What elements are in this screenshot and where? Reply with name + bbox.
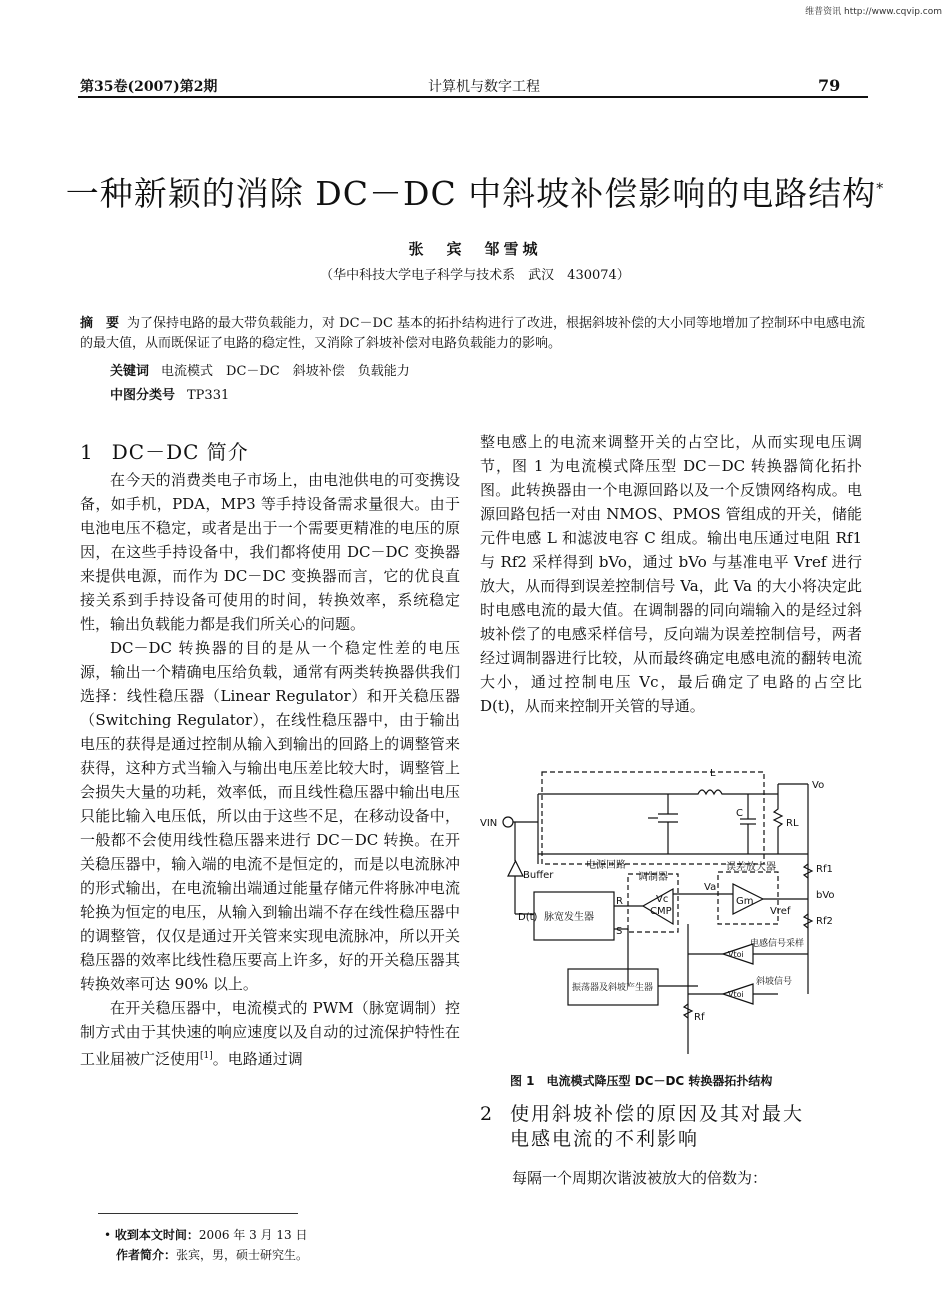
capacitor-label: C	[736, 808, 743, 819]
s-label: S	[616, 926, 623, 937]
inductor-sample-label: 电感信号采样	[750, 939, 805, 949]
osc-label: 振荡器及斜坡产生器	[572, 983, 654, 993]
journal-name: 计算机与数字工程	[428, 79, 540, 95]
paragraph: 在开关稳压器中，电流模式的 PWM（脉宽调制）控制方式由于其快速的响应速度以及自动的过流保护特性在工业届被广泛使用[1]。电路通过调	[80, 999, 460, 1068]
footnote-received: • 收到本文时间：2006 年 3 月 13 日	[104, 1228, 308, 1242]
vo-label: Vo	[812, 780, 825, 791]
keywords: 关键词 电流模式 DC－DC 斜坡补偿 负载能力	[110, 364, 410, 379]
paper-title: 一种新颖的消除 DC－DC 中斜坡补偿影响的电路结构*	[65, 174, 885, 213]
rl-label: RL	[786, 818, 799, 829]
paragraph: 整电感上的电流来调整开关的占空比，从而实现电压调节，图 1 为电流模式降压型 DC－DC 转换器简化拓扑图。此转换器由一个电源回路以及一个反馈网络构成。电源回路包括一对由 NMOS、PMOS 管组成的开关，储能元件电感 L 和滤波电容 C 组成。输出电压通过电阻 Rf1 与 Rf2 采样得到 bVo，通过 bVo 与基准电平 Vref 进行放大，从而得到误差控制信号 Va，此 Va 的大小将决定此时电感电流的最大值。在调制器的同向端输入的是经过斜坡补偿了的电感采样信号，反向端为误差控制信号，两者经过调制器进行比较，从而最终确定电感电流的翻转电流大小，通过控制电压 Vc，最后确定了电路的占空比 D(t)，从而来控制开关管的导通。	[480, 433, 862, 715]
vtoi-label: Vtoi	[728, 950, 744, 959]
rf2-label: Rf2	[816, 916, 833, 927]
journal-issue: 第35卷(2007)第2期	[80, 79, 218, 95]
page-number: 79	[818, 76, 841, 95]
vref-label: Vref	[770, 906, 791, 917]
footnote-author: 作者简介：张宾，男，硕士研究生。	[116, 1248, 309, 1262]
paragraph: 在今天的消费类电子市场上，由电池供电的可变携设备，如手机，PDA，MP3 等手持设备需求量很大。由于电池电压不稳定，或者是出于一个需要更精准的电压的原因，在这些手持设备中，我们都将使用 DC－DC 变换器来提供电源，而作为 DC－DC 变换器而言，它的优良直接关系到手持设备可使用的时间，转换效率，系统稳定性，输出负载能力都是我们所关心的问题。	[80, 471, 460, 633]
section-1-heading: 1 DC－DC 简介	[80, 440, 249, 464]
buffer-label: Buffer	[523, 870, 554, 881]
vc-label: Vc	[656, 894, 669, 905]
authors: 张 宾 邹雪城	[408, 240, 542, 258]
rf-label: Rf	[694, 1012, 705, 1023]
modulator-label: 调制器	[638, 872, 668, 883]
rf1-label: Rf1	[816, 864, 833, 875]
abstract-text: 为了保持电路的最大带负载能力，对 DC－DC 基本的拓扑结构进行了改进，根据斜坡补偿的大小同等地增加了控制环中电感电流的最大值，从而既保证了电路的稳定性，又消除了斜坡补偿对电路负载能力的影响。	[80, 316, 866, 351]
affiliation: （华中科技大学电子科学与技术系 武汉 430074）	[320, 268, 630, 283]
abstract-label: 摘 要	[80, 316, 120, 331]
section-2-heading: 2 使用斜坡补偿的原因及其对最大 电感电流的不利影响	[480, 1103, 805, 1150]
dt-label: D(t)	[518, 912, 538, 923]
left-column	[80, 468, 460, 1071]
vin-terminal	[503, 817, 513, 827]
abstract	[80, 314, 870, 354]
citation: [1]	[200, 1051, 213, 1061]
paragraph: DC－DC 转换器的目的是从一个稳定性差的电压源，输出一个精确电压给负载，通常有两类转换器供我们选择：线性稳压器（Linear Regulator）和开关稳压器（Switching Regulator），在线性稳压器中，由于输出电压的获得是通过控制从输入到输出的回路上的调整管来获得，这种方式当输入与输出电压差比较大时，调整管上会损失大量的功耗，效率低，而且线性稳压器中输出电压只能比输入电压低，所以由于这些不足，在移动设备中，一般都不会使用线性稳压器来进行 DC－DC 转换。在开关稳压器中，输入端的电流不是恒定的，而是以电流脉冲的形式输出，在电流输出端通过能量存储元件将脉冲电流轮换为恒定的电压，从输入到输出端不存在线性稳压器中的调整管，仅仅是通过开关管来实现电流脉冲，所以开关稳压器的效率比线性稳压要高上许多，好的开关稳压器其转换效率可达 90% 以上。	[80, 639, 460, 993]
footnote-rule	[98, 1213, 298, 1214]
paragraph: 每隔一个周期次谐波被放大的倍数为：	[512, 1169, 768, 1187]
vin-label: VIN	[480, 818, 498, 829]
va-label: Va	[704, 882, 717, 893]
inductor-label: L	[710, 768, 716, 779]
ramp-label: 斜坡信号	[756, 977, 793, 987]
power-loop-label: 电源回路	[586, 860, 626, 871]
vtoi-label: Vtoi	[728, 990, 744, 999]
inductor	[668, 790, 778, 794]
header-rule	[78, 96, 868, 98]
error-amp-label: 误差放大器	[726, 862, 776, 873]
cmp-label: CMP	[650, 906, 672, 917]
buffer	[508, 861, 523, 876]
right-column	[480, 430, 862, 718]
bvo-label: bVo	[816, 890, 835, 901]
figure-caption: 图 1 电流模式降压型 DC－DC 转换器拓扑结构	[510, 1074, 773, 1088]
watermark: 维普资讯 http://www.cqvip.com	[805, 7, 942, 17]
pwm-label: 脉宽发生器	[544, 912, 594, 923]
r-label: R	[616, 896, 623, 907]
classification-number: 中图分类号 TP331	[110, 388, 230, 403]
circuit-diagram	[478, 764, 858, 1064]
gm-label: Gm	[736, 896, 754, 907]
load-resistor	[774, 794, 782, 854]
